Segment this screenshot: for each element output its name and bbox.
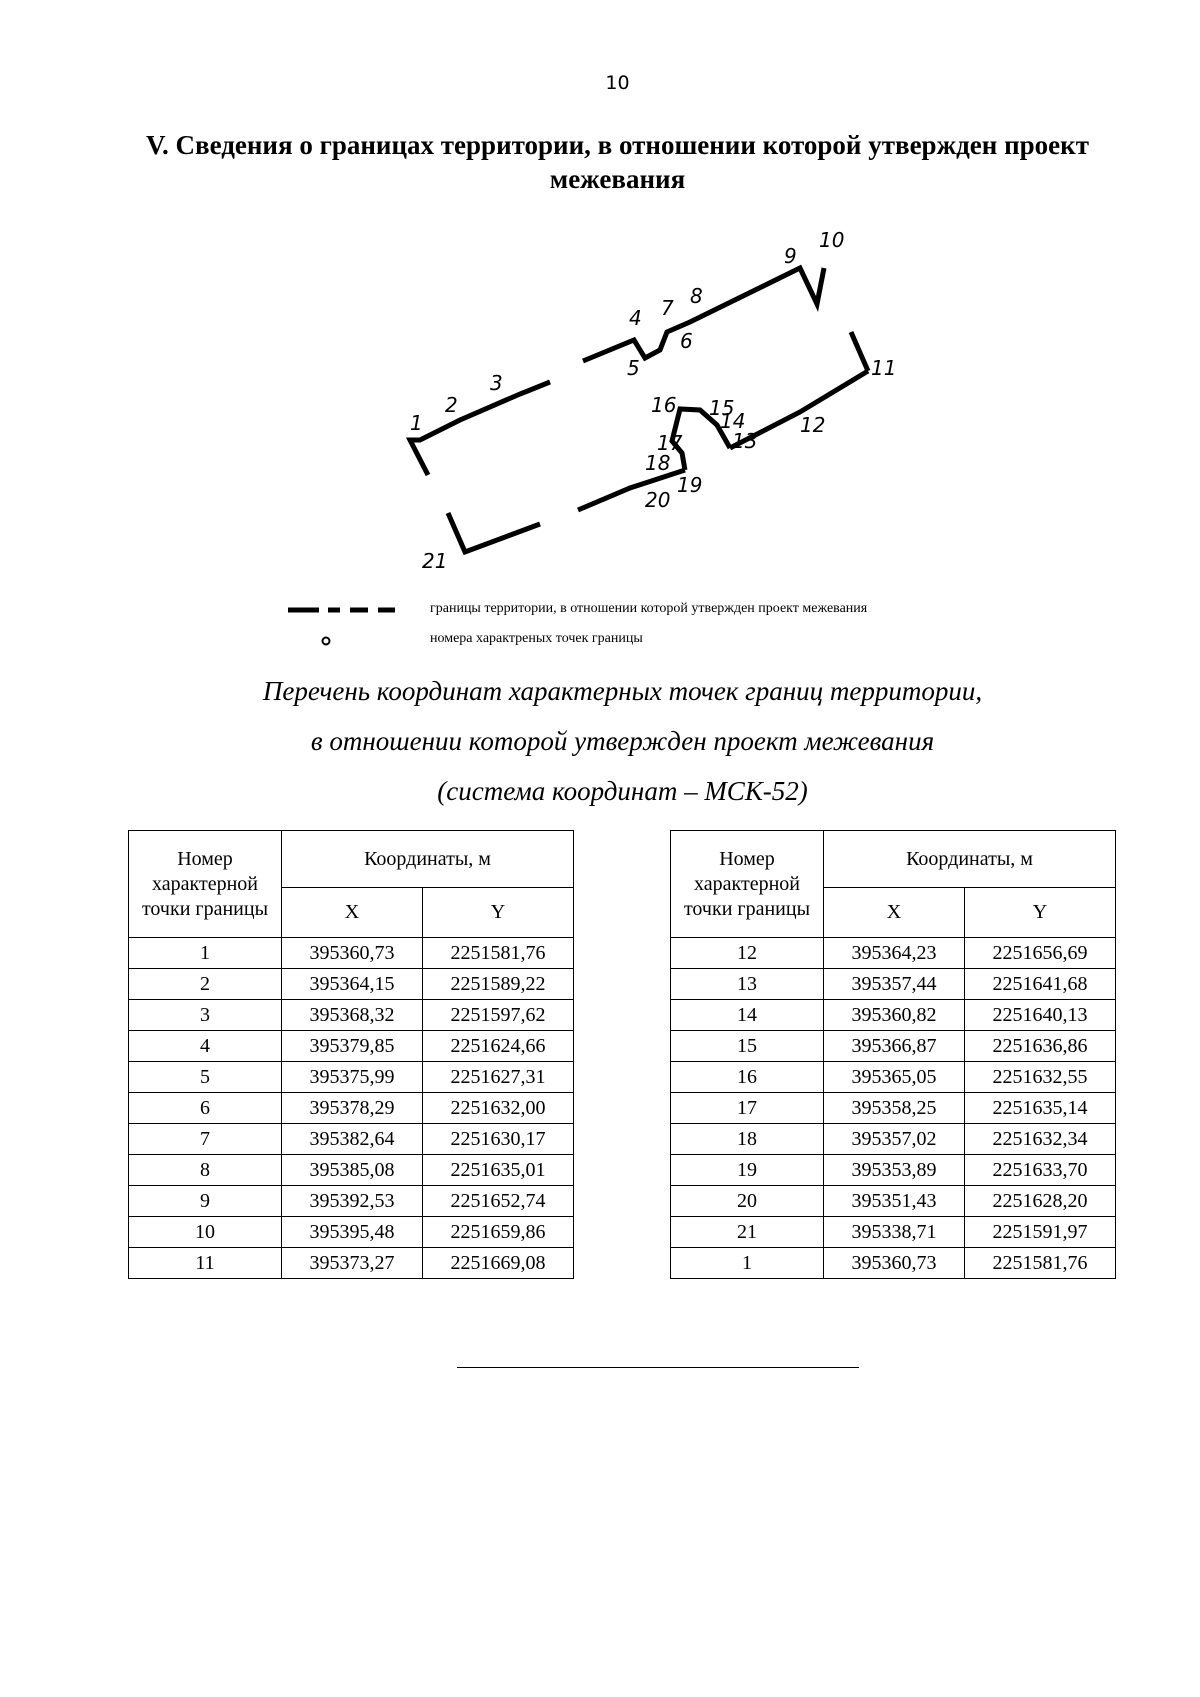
header-x: X <box>824 888 965 938</box>
y-cell: 2251597,62 <box>423 1000 574 1031</box>
point-label: 16 <box>651 393 677 417</box>
point-label: 7 <box>661 296 674 320</box>
x-cell: 395360,82 <box>824 1000 965 1031</box>
end-divider <box>457 1367 859 1368</box>
x-cell: 395382,64 <box>282 1124 423 1155</box>
section-title: V. Сведения о границах территории, в отношении которой утвержден проект межевания <box>146 130 1089 194</box>
point-label: 19 <box>677 473 703 497</box>
point-label: 12 <box>800 413 826 437</box>
y-cell: 2251669,08 <box>423 1248 574 1279</box>
x-cell: 395373,27 <box>282 1248 423 1279</box>
header-y: Y <box>965 888 1116 938</box>
coords-heading-line1: Перечень координат характерных точек границ территории, <box>262 676 983 706</box>
point-label: 5 <box>627 356 640 380</box>
y-cell: 2251627,31 <box>423 1062 574 1093</box>
point-label: 13 <box>732 429 758 453</box>
x-cell: 395368,32 <box>282 1000 423 1031</box>
point-number-cell: 15 <box>671 1031 824 1062</box>
y-cell: 2251635,14 <box>965 1093 1116 1124</box>
table-row <box>129 1062 574 1093</box>
table-row <box>129 1000 574 1031</box>
table-row <box>671 938 1116 969</box>
header-coordinates: Координаты, м <box>282 831 574 888</box>
table-row <box>671 1062 1116 1093</box>
point-number-cell: 14 <box>671 1000 824 1031</box>
coords-heading-line2: в отношении которой утвержден проект межевания <box>310 726 935 756</box>
page-number: 10 <box>605 72 630 94</box>
x-cell: 395379,85 <box>282 1031 423 1062</box>
point-number-cell: 2 <box>129 969 282 1000</box>
table-row <box>129 1248 574 1279</box>
y-cell: 2251635,01 <box>423 1155 574 1186</box>
point-number-cell: 11 <box>129 1248 282 1279</box>
table-row <box>671 1248 1116 1279</box>
table-row <box>671 1093 1116 1124</box>
point-number-cell: 10 <box>129 1217 282 1248</box>
point-number-cell: 9 <box>129 1186 282 1217</box>
point-number-cell: 7 <box>129 1124 282 1155</box>
table-row <box>671 1186 1116 1217</box>
point-label: 9 <box>784 244 797 268</box>
point-number-cell: 19 <box>671 1155 824 1186</box>
point-label: 10 <box>819 228 845 252</box>
x-cell: 395378,29 <box>282 1093 423 1124</box>
point-number-cell: 1 <box>671 1248 824 1279</box>
point-label: 3 <box>490 371 503 395</box>
point-label: 2 <box>445 393 458 417</box>
point-number-cell: 18 <box>671 1124 824 1155</box>
x-cell: 395357,44 <box>824 969 965 1000</box>
x-cell: 395366,87 <box>824 1031 965 1062</box>
point-number-cell: 6 <box>129 1093 282 1124</box>
coordinates-table-right <box>670 830 1116 1279</box>
y-cell: 2251624,66 <box>423 1031 574 1062</box>
y-cell: 2251589,22 <box>423 969 574 1000</box>
x-cell: 395395,48 <box>282 1217 423 1248</box>
y-cell: 2251581,76 <box>423 938 574 969</box>
boundary-segment <box>448 513 540 552</box>
table-row <box>129 969 574 1000</box>
table-row <box>671 1155 1116 1186</box>
point-label: 20 <box>645 488 671 512</box>
y-cell: 2251641,68 <box>965 969 1116 1000</box>
legend-boundary-label: границы территории, в отношении которой утвержден проект межевания <box>430 601 868 616</box>
x-cell: 395338,71 <box>824 1217 965 1248</box>
table-row <box>671 969 1116 1000</box>
y-cell: 2251630,17 <box>423 1124 574 1155</box>
table-row <box>671 1000 1116 1031</box>
table-row <box>129 1124 574 1155</box>
point-label: 8 <box>690 284 703 308</box>
x-cell: 395375,99 <box>282 1062 423 1093</box>
table-row <box>129 1217 574 1248</box>
y-cell: 2251581,76 <box>965 1248 1116 1279</box>
x-cell: 395353,89 <box>824 1155 965 1186</box>
x-cell: 395392,53 <box>282 1186 423 1217</box>
y-cell: 2251636,86 <box>965 1031 1116 1062</box>
x-cell: 395360,73 <box>282 938 423 969</box>
point-number-cell: 16 <box>671 1062 824 1093</box>
point-label: 15 <box>709 396 735 420</box>
point-label: 18 <box>645 451 671 475</box>
boundary-segment <box>410 382 550 475</box>
header-point-number: Номер характерной точки границы <box>129 831 282 938</box>
x-cell: 395358,25 <box>824 1093 965 1124</box>
header-coordinates: Координаты, м <box>824 831 1116 888</box>
y-cell: 2251628,20 <box>965 1186 1116 1217</box>
point-number-cell: 4 <box>129 1031 282 1062</box>
table-row <box>129 1031 574 1062</box>
x-cell: 395360,73 <box>824 1248 965 1279</box>
boundary-segment <box>583 268 824 361</box>
y-cell: 2251632,00 <box>423 1093 574 1124</box>
point-label: 11 <box>871 356 897 380</box>
header-x: X <box>282 888 423 938</box>
x-cell: 395385,08 <box>282 1155 423 1186</box>
point-number-cell: 21 <box>671 1217 824 1248</box>
y-cell: 2251632,34 <box>965 1124 1116 1155</box>
table-row <box>671 1031 1116 1062</box>
point-label: 6 <box>680 329 693 353</box>
y-cell: 2251591,97 <box>965 1217 1116 1248</box>
point-number-cell: 3 <box>129 1000 282 1031</box>
point-label: 17 <box>657 431 683 455</box>
y-cell: 2251633,70 <box>965 1155 1116 1186</box>
point-label: 4 <box>629 306 642 330</box>
point-number-cell: 12 <box>671 938 824 969</box>
table-row <box>129 1155 574 1186</box>
coordinates-table-left <box>128 830 574 1279</box>
y-cell: 2251656,69 <box>965 938 1116 969</box>
point-label: 14 <box>720 409 746 433</box>
table-row <box>129 938 574 969</box>
coords-heading-line3: (система координат – МСК-52) <box>437 776 808 806</box>
point-label: 21 <box>422 549 448 573</box>
boundary-segment <box>851 332 868 371</box>
legend-point-icon <box>323 638 330 645</box>
table-row <box>129 1093 574 1124</box>
y-cell: 2251659,86 <box>423 1217 574 1248</box>
legend-points-label: номера характреных точек границы <box>430 631 643 646</box>
point-number-cell: 5 <box>129 1062 282 1093</box>
table-row <box>129 1186 574 1217</box>
x-cell: 395364,23 <box>824 938 965 969</box>
point-number-cell: 20 <box>671 1186 824 1217</box>
x-cell: 395351,43 <box>824 1186 965 1217</box>
x-cell: 395357,02 <box>824 1124 965 1155</box>
boundary-scheme <box>0 0 1200 660</box>
header-point-number: Номер характерной точки границы <box>671 831 824 938</box>
y-cell: 2251632,55 <box>965 1062 1116 1093</box>
x-cell: 395364,15 <box>282 969 423 1000</box>
point-label: 1 <box>410 411 423 435</box>
point-number-cell: 8 <box>129 1155 282 1186</box>
y-cell: 2251652,74 <box>423 1186 574 1217</box>
point-number-cell: 1 <box>129 938 282 969</box>
point-number-cell: 17 <box>671 1093 824 1124</box>
table-row <box>671 1124 1116 1155</box>
table-row <box>671 1217 1116 1248</box>
point-number-cell: 13 <box>671 969 824 1000</box>
x-cell: 395365,05 <box>824 1062 965 1093</box>
header-y: Y <box>423 888 574 938</box>
y-cell: 2251640,13 <box>965 1000 1116 1031</box>
